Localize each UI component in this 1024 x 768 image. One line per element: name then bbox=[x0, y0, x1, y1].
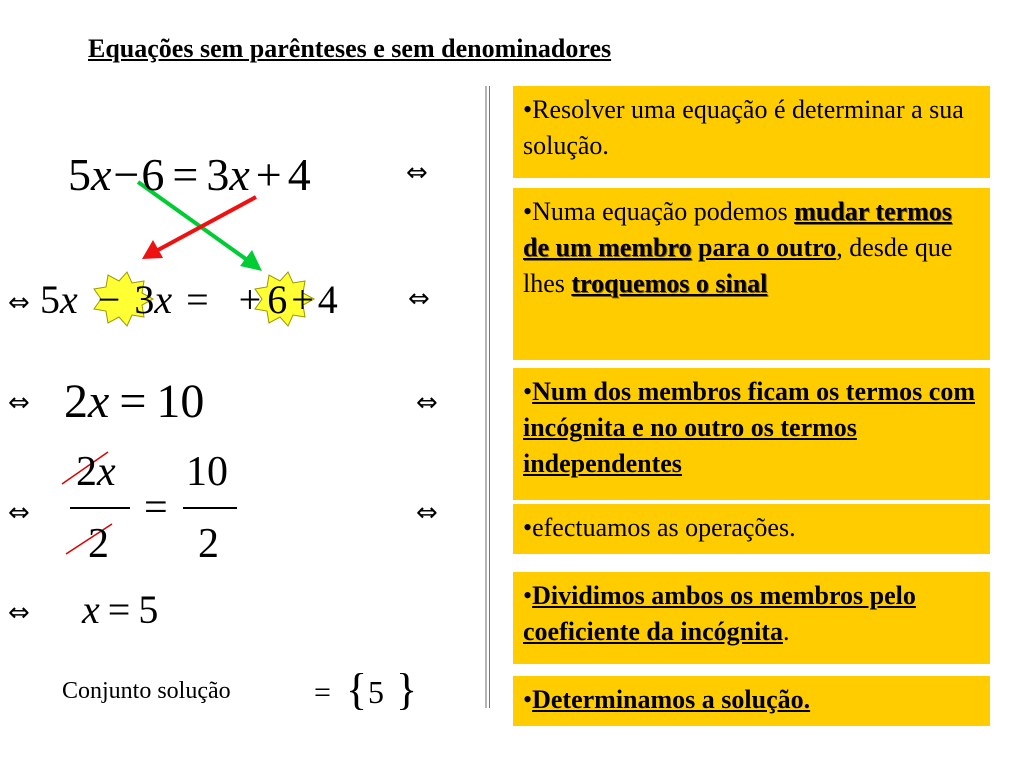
page-title: Equações sem parênteses e sem denominadores bbox=[88, 34, 612, 63]
note-2-text-b: mudar termos de um membro bbox=[523, 197, 952, 262]
note-box-4 bbox=[513, 504, 990, 554]
eq4-num-left-var: x bbox=[97, 449, 116, 495]
note-6-text: Determinamos a solução. bbox=[532, 685, 811, 714]
eq1-const1: 6 bbox=[141, 149, 165, 200]
eq1-eq: = bbox=[172, 149, 199, 200]
equation-5 bbox=[82, 586, 158, 633]
eq1-const2: 4 bbox=[287, 149, 311, 200]
solution-value: 5 bbox=[368, 674, 384, 710]
eq2-plus: + bbox=[238, 277, 262, 322]
note-2-text-a: Numa equação podemos bbox=[532, 197, 795, 226]
note-2-text-d: para o outro bbox=[698, 233, 837, 262]
note-1-text: Resolver uma equação é determinar a sua solução. bbox=[523, 95, 964, 160]
eq1-rhs-coef: 3 bbox=[206, 149, 230, 200]
eq4-num-left bbox=[76, 448, 116, 496]
note-4-bullet: • bbox=[523, 513, 533, 542]
note-5-tail: . bbox=[782, 617, 790, 646]
eq4-den-right: 2 bbox=[198, 521, 219, 567]
iff-2b: ⇔ bbox=[408, 284, 430, 314]
eq2-const2: 4 bbox=[317, 277, 338, 322]
note-box-2 bbox=[513, 188, 990, 360]
eq2-var2: x bbox=[154, 277, 173, 322]
note-4-text: efectuamos as operações. bbox=[532, 513, 796, 542]
note-5-bullet: • bbox=[523, 581, 533, 610]
solution-set bbox=[62, 678, 231, 705]
eq2-eq: = bbox=[186, 277, 209, 322]
eq3-var: x bbox=[88, 375, 110, 428]
eq4-eq: = bbox=[144, 485, 168, 531]
eq4-num-left-coef: 2 bbox=[76, 449, 97, 495]
eq2-minus: − bbox=[97, 277, 121, 322]
eq2-const1: 6 bbox=[267, 277, 288, 322]
eq1-var: x bbox=[91, 149, 112, 200]
eq5-var: x bbox=[82, 587, 100, 632]
equation-3 bbox=[64, 374, 204, 429]
eq1-minus: − bbox=[113, 149, 140, 200]
eq2-var1: x bbox=[60, 277, 78, 322]
note-3-text: Num dos membros ficam os termos com incógnita e no outro os termos independentes bbox=[523, 377, 975, 478]
eq5-eq: = bbox=[107, 587, 131, 632]
note-box-6 bbox=[513, 676, 990, 726]
solution-rbrace: } bbox=[396, 665, 418, 714]
eq3-coef: 2 bbox=[64, 375, 88, 428]
note-box-5 bbox=[513, 572, 990, 664]
eq2-plus2: + bbox=[291, 277, 314, 322]
note-5-text: Dividimos ambos os membros pelo coeficiente da incógnita bbox=[523, 581, 916, 646]
equation-2 bbox=[40, 276, 338, 323]
iff-4a: ⇔ bbox=[8, 498, 30, 528]
eq4-num-right: 10 bbox=[186, 449, 228, 495]
note-3-bullet: • bbox=[523, 377, 533, 406]
eq1-plus: + bbox=[255, 149, 282, 200]
note-box-1 bbox=[513, 86, 990, 178]
eq3-rhs: 10 bbox=[156, 375, 205, 428]
eq1-rhs-var: x bbox=[229, 149, 250, 200]
iff-3a: ⇔ bbox=[8, 388, 30, 418]
eq2-coef1: 5 bbox=[40, 277, 60, 322]
note-2-text-e: , desde que lhes bbox=[523, 233, 953, 298]
note-1-bullet: • bbox=[523, 95, 533, 124]
green-arrow-head bbox=[240, 250, 262, 271]
eq1-lhs-coef: 5 bbox=[68, 149, 91, 200]
equation-1 bbox=[68, 148, 311, 201]
eq5-rhs: 5 bbox=[138, 587, 159, 632]
iff-1: ⇔ bbox=[406, 158, 428, 188]
iff-2a: ⇔ bbox=[8, 288, 30, 318]
solution-eq: = bbox=[314, 676, 331, 709]
solution-label: Conjunto solução bbox=[62, 678, 231, 704]
note-2-text-f: troquemos o sinal bbox=[571, 269, 768, 298]
solution-lbrace: { bbox=[346, 665, 368, 714]
note-6-bullet: • bbox=[523, 685, 533, 714]
note-box-3 bbox=[513, 368, 990, 500]
eq3-eq: = bbox=[119, 375, 147, 428]
iff-4b: ⇔ bbox=[416, 498, 438, 528]
iff-5: ⇔ bbox=[8, 598, 30, 628]
eq2-coef2: 3 bbox=[134, 277, 155, 322]
eq4-den-left: 2 bbox=[88, 521, 109, 567]
note-2-bullet: • bbox=[523, 197, 533, 226]
iff-3b: ⇔ bbox=[416, 388, 438, 418]
